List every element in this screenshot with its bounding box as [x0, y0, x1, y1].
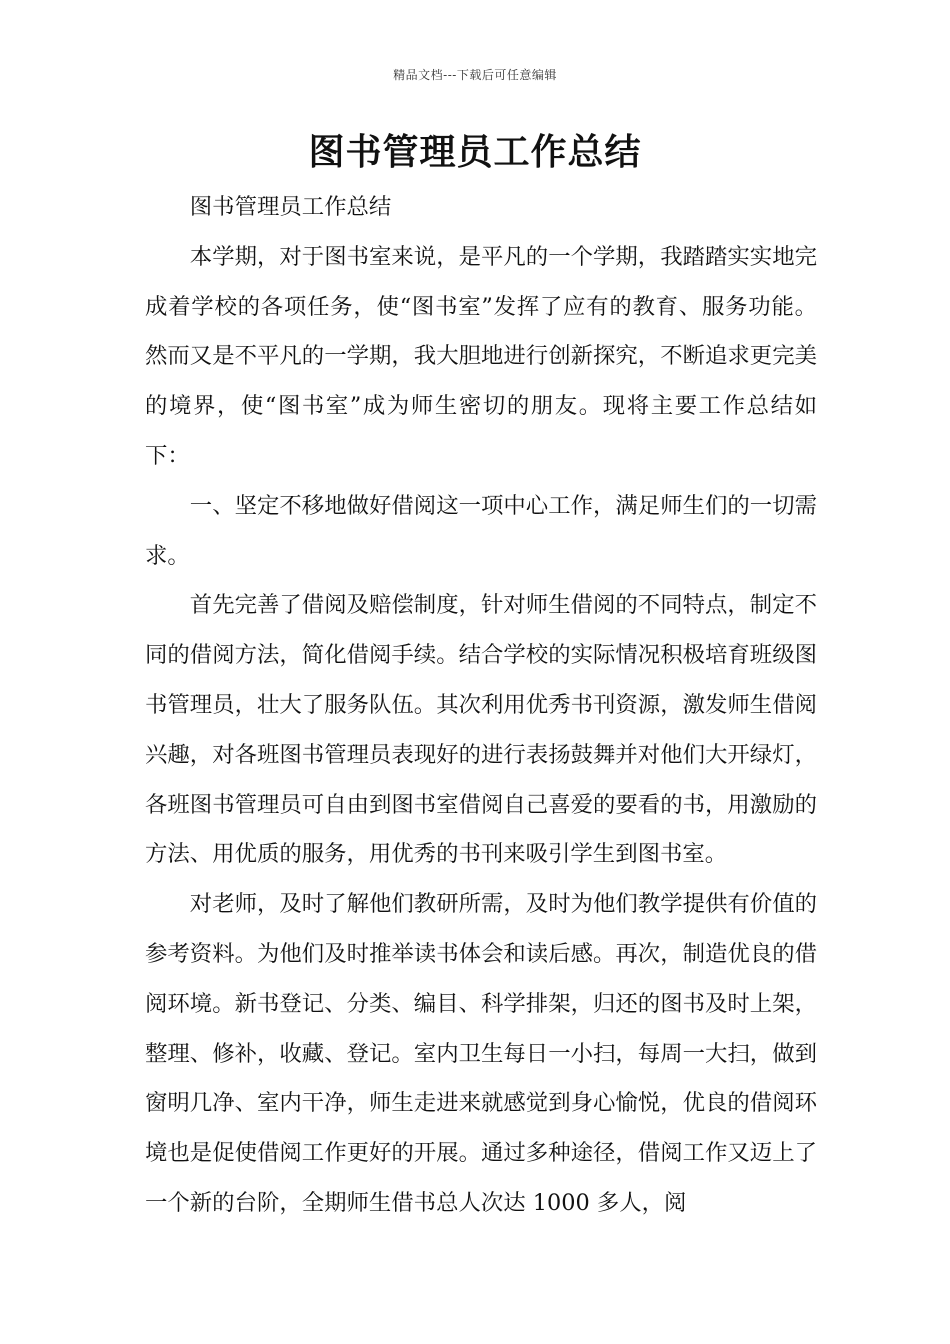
header-note: 精品文档---下载后可任意编辑 — [393, 68, 557, 82]
paragraph: 图书管理员工作总结 — [189, 194, 392, 220]
paragraph: 一、坚定不移地做好借阅这一项中心工作，满足师生们的一切需求。 — [145, 492, 817, 569]
paragraph: 首先完善了借阅及赔偿制度，针对师生借阅的不同特点，制定不同的借阅方法，简化借阅手续。结合学校的实际情况积极培育班级图书管理员，壮大了服务队伍。其次利用优秀书刊资源，激发师生借阅兴趣，对各班图书管理员表现好的进行表扬鼓舞并对他们大开绿灯，各班图书管理员可自由到图书室借阅自己喜爱的要看的书，用激励的方法、用优质的服务，用优秀的书刊来吸引学生到图书室。 — [145, 592, 817, 868]
document-title: 图书管理员工作总结 — [308, 131, 642, 173]
document-body — [145, 183, 817, 1229]
paragraph: 本学期，对于图书室来说，是平凡的一个学期，我踏踏实实地完成着学校的各项任务，使“图书室”发挥了应有的教育、服务功能。然而又是不平凡的一学期，我大胆地进行创新探究，不断追求更完美的境界，使“图书室”成为师生密切的朋友。现将主要工作总结如下： — [145, 243, 817, 469]
paragraph: 对老师，及时了解他们教研所需，及时为他们教学提供有价值的参考资料。为他们及时推举读书体会和读后感。再次，制造优良的借阅环境。新书登记、分类、编目、科学排架，归还的图书及时上架，整理、修补，收藏、登记。室内卫生每日一小扫，每周一大扫，做到窗明几净、室内干净，师生走进来就感觉到身心愉悦，优良的借阅环境也是促使借阅工作更好的开展。通过多种途径，借阅工作又迈上了一个新的台阶，全期师生借书总人次达 1000 多人，阅 — [145, 891, 817, 1216]
